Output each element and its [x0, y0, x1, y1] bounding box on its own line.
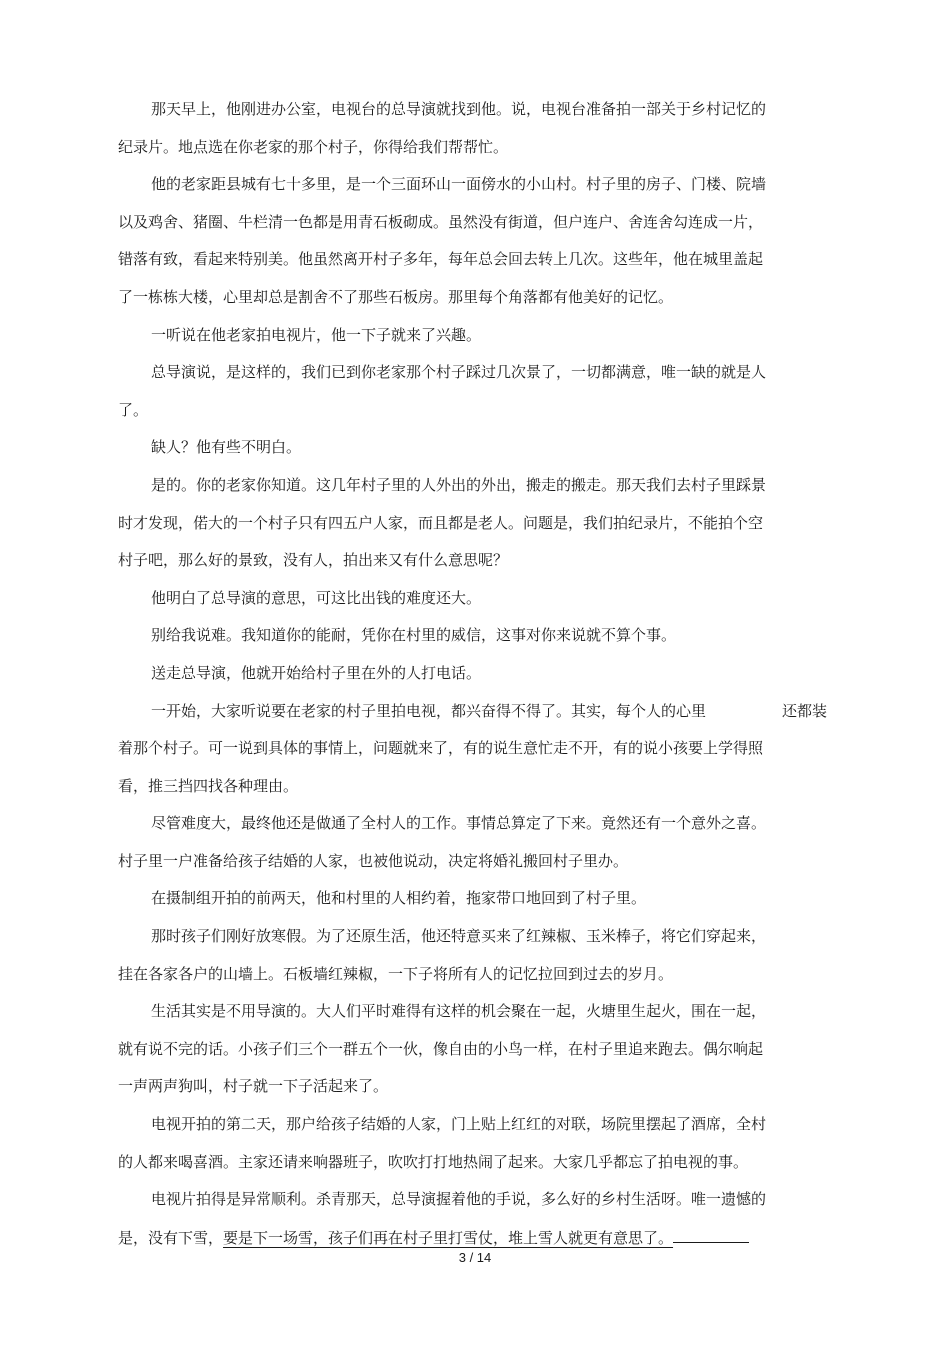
paragraph-line: 生活其实是不用导演的。大人们平时难得有这样的机会聚在一起，火塘里生起火，围在一起， [151, 1002, 767, 1021]
paragraph-text: 一开始，大家听说要在老家的村子里拍电视，都兴奋得不得了。其实，每个人的心里 [151, 701, 707, 720]
paragraph-line: 了一栋栋大楼，心里却总是割舍不了那些石板房。那里每个角落都有他美好的记忆。 [118, 287, 674, 306]
paragraph-line: 总导演说，是这样的，我们已到你老家那个村子踩过几次景了，一切都满意，唯一缺的就是人 [151, 363, 767, 382]
paragraph-line: 是的。你的老家你知道。这几年村子里的人外出的外出，搬走的搬走。那天我们去村子里踩景 [151, 475, 767, 494]
paragraph-line: 以及鸡舍、猪圈、牛栏清一色都是用青石板砌成。虽然没有街道，但户连户、舍连舍勾连成一片， [118, 212, 764, 231]
article-body [118, 96, 828, 1261]
answer-blank-line [673, 1224, 749, 1243]
paragraph-text: 是，没有下雪， [118, 1228, 224, 1247]
paragraph-line: 缺人？他有些不明白。 [151, 438, 302, 457]
underlined-sentence: 要是下一场雪，孩子们再在村子里打雪仗，堆上雪人就更有意思了。 [223, 1228, 674, 1247]
paragraph-line: 了。 [118, 400, 149, 419]
paragraph-line: 那时孩子们刚好放寒假。为了还原生活，他还特意买来了红辣椒、玉米棒子，将它们穿起来， [151, 927, 767, 946]
paragraph-line: 村子吧，那么好的景致，没有人，拍出来又有什么意思呢？ [118, 551, 509, 570]
paragraph-line: 那天早上，他刚进办公室，电视台的总导演就找到他。说，电视台准备拍一部关于乡村记忆的 [151, 100, 767, 118]
paragraph-line: 别给我说难。我知道你的能耐，凭你在村里的威信，这事对你来说就不算个事。 [151, 626, 677, 645]
paragraph-line: 他的老家距县城有七十多里，是一个三面环山一面傍水的小山村。村子里的房子、门楼、院墙 [151, 175, 767, 194]
paragraph-line: 时才发现，偌大的一个村子只有四五户人家，而且都是老人。问题是，我们拍纪录片，不能拍个空 [118, 513, 764, 532]
paragraph-line: 一声两声狗叫，村子就一下子活起来了。 [118, 1077, 389, 1096]
paragraph-line: 电视片拍得是异常顺利。杀青那天，总导演握着他的手说，多么好的乡村生活呀。唯一遗憾的 [151, 1190, 767, 1209]
paragraph-line: 挂在各家各户的山墙上。石板墙红辣椒，一下子将所有人的记忆拉回到过去的岁月。 [118, 964, 674, 983]
paragraph-line: 他明白了总导演的意思，可这比出钱的难度还大。 [151, 588, 482, 607]
paragraph-line: 着那个村子。可一说到具体的事情上，问题就来了，有的说生意忙走不开，有的说小孩要上学得照 [118, 739, 764, 758]
page-number: 3 / 14 [458, 1250, 492, 1265]
paragraph-line: 一听说在他老家拍电视片，他一下子就来了兴趣。 [151, 325, 482, 344]
paragraph-line-with-gap [118, 698, 828, 736]
paragraph-line: 在摄制组开拍的前两天，他和村里的人相约着，拖家带口地回到了村子里。 [151, 889, 647, 908]
paragraph-line: 送走总导演，他就开始给村子里在外的人打电话。 [151, 663, 482, 682]
paragraph-line: 错落有致，看起来特别美。他虽然离开村子多年，每年总会回去转上几次。这些年，他在城里盖起 [118, 250, 764, 269]
paragraph-line: 的人都来喝喜酒。主家还请来响器班子，吹吹打打地热闹了起来。大家几乎都忘了拍电视的事。 [118, 1152, 749, 1171]
paragraph-line: 看，推三挡四找各种理由。 [118, 776, 299, 795]
paragraph-line: 电视开拍的第二天，那户给孩子结婚的人家，门上贴上红红的对联，场院里摆起了酒席，全村 [151, 1115, 767, 1134]
gap-continuation-text: 还都装 [782, 701, 828, 720]
paragraph-line: 尽管难度大，最终他还是做通了全村人的工作。事情总算定了下来。竟然还有一个意外之喜。 [151, 814, 767, 833]
paragraph-line: 纪录片。地点选在你老家的那个村子，你得给我们帮帮忙。 [118, 137, 509, 156]
paragraph-line: 村子里一户准备给孩子结婚的人家，也被他说动，决定将婚礼搬回村子里办。 [118, 851, 629, 870]
paragraph-line: 就有说不完的话。小孩子们三个一群五个一伙，像自由的小鸟一样，在村子里追来跑去。偶尔响起 [118, 1039, 764, 1058]
